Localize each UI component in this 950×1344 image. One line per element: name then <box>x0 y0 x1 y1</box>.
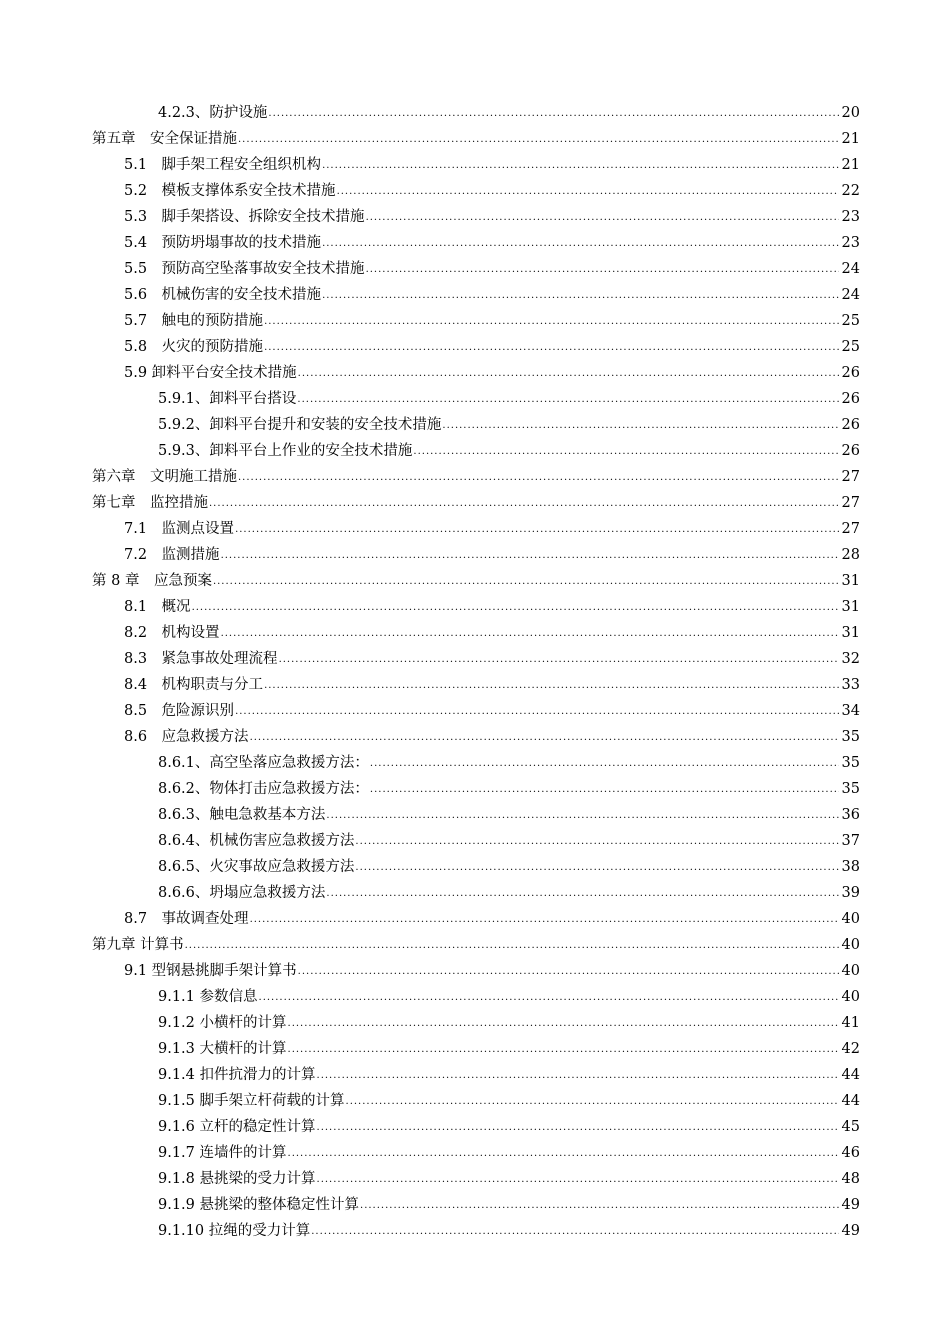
toc-entry-title: 8.6.3、触电急救基本方法 <box>158 807 326 823</box>
toc-entry-page-number: 26 <box>841 391 860 407</box>
toc-entry-page-number: 38 <box>841 859 860 875</box>
toc-entry-page-number: 27 <box>841 521 860 537</box>
toc-entry-title: 5.2 模板支撑体系安全技术措施 <box>124 183 336 199</box>
toc-entry[interactable] <box>0 360 950 386</box>
toc-entry[interactable] <box>0 802 950 828</box>
toc-entry-page-number: 24 <box>841 287 860 303</box>
toc-entry[interactable] <box>0 1166 950 1192</box>
toc-entry-title: 8.6.6、坍塌应急救援方法 <box>158 885 326 901</box>
toc-dot-leader <box>366 257 839 283</box>
toc-entry[interactable] <box>0 178 950 204</box>
toc-dot-leader <box>279 647 839 673</box>
toc-entry-title: 5.6 机械伤害的安全技术措施 <box>124 287 322 303</box>
toc-entry-title: 8.5 危险源识别 <box>124 703 235 719</box>
toc-dot-leader <box>370 777 839 803</box>
toc-entry[interactable] <box>0 516 950 542</box>
toc-dot-leader <box>250 725 839 751</box>
toc-entry[interactable] <box>0 594 950 620</box>
toc-entry-title: 5.9.3、卸料平台上作业的安全技术措施 <box>158 443 413 459</box>
toc-entry[interactable] <box>0 126 950 152</box>
toc-entry[interactable] <box>0 438 950 464</box>
toc-dot-leader <box>238 465 839 491</box>
toc-dot-leader <box>355 855 839 881</box>
toc-entry[interactable] <box>0 412 950 438</box>
toc-entry-title: 5.4 预防坍塌事故的技术措施 <box>124 235 322 251</box>
toc-dot-leader <box>322 231 839 257</box>
toc-dot-leader <box>221 543 839 569</box>
toc-dot-leader <box>346 1089 839 1115</box>
toc-dot-leader <box>322 283 839 309</box>
toc-dot-leader <box>326 803 839 829</box>
toc-entry[interactable] <box>0 828 950 854</box>
toc-entry[interactable] <box>0 230 950 256</box>
toc-entry-title: 9.1.8 悬挑梁的受力计算 <box>158 1171 316 1187</box>
toc-entry[interactable] <box>0 906 950 932</box>
toc-entry-page-number: 44 <box>841 1067 860 1083</box>
toc-dot-leader <box>413 439 839 465</box>
toc-entry-page-number: 27 <box>841 469 860 485</box>
toc-dot-leader <box>297 387 839 413</box>
toc-dot-leader <box>317 1063 839 1089</box>
toc-entry[interactable] <box>0 776 950 802</box>
toc-entry-title: 8.1 概况 <box>124 599 191 615</box>
toc-entry-title: 8.2 机构设置 <box>124 625 220 641</box>
toc-entry-page-number: 35 <box>841 729 860 745</box>
toc-entry-title: 9.1.3 大横杆的计算 <box>158 1041 287 1057</box>
toc-dot-leader <box>264 335 839 361</box>
toc-entry-title: 第五章 安全保证措施 <box>92 131 237 147</box>
toc-dot-leader <box>311 1219 839 1245</box>
table-of-contents <box>0 100 950 1244</box>
toc-entry[interactable] <box>0 334 950 360</box>
toc-entry[interactable] <box>0 568 950 594</box>
toc-entry[interactable] <box>0 932 950 958</box>
toc-entry-title: 9.1.6 立杆的稳定性计算 <box>158 1119 316 1135</box>
toc-entry-page-number: 40 <box>841 937 860 953</box>
toc-entry[interactable] <box>0 620 950 646</box>
toc-entry-title: 5.9 卸料平台安全技术措施 <box>124 365 297 381</box>
toc-entry-title: 9.1.10 拉绳的受力计算 <box>158 1223 311 1239</box>
toc-entry-page-number: 26 <box>841 365 860 381</box>
toc-entry[interactable] <box>0 542 950 568</box>
toc-entry[interactable] <box>0 750 950 776</box>
toc-entry-page-number: 28 <box>841 547 860 563</box>
toc-entry[interactable] <box>0 256 950 282</box>
toc-entry[interactable] <box>0 204 950 230</box>
toc-entry-title: 5.9.1、卸料平台搭设 <box>158 391 297 407</box>
toc-entry[interactable] <box>0 698 950 724</box>
toc-entry-page-number: 21 <box>841 157 860 173</box>
toc-entry-page-number: 34 <box>841 703 860 719</box>
toc-dot-leader <box>317 1115 839 1141</box>
toc-dot-leader <box>322 153 839 179</box>
toc-entry[interactable] <box>0 854 950 880</box>
toc-entry-page-number: 39 <box>841 885 860 901</box>
toc-entry-title: 5.7 触电的预防措施 <box>124 313 264 329</box>
toc-dot-leader <box>268 101 839 127</box>
toc-entry[interactable] <box>0 100 950 126</box>
toc-entry-title: 8.6.1、高空坠落应急救援方法： <box>158 755 369 771</box>
toc-entry[interactable] <box>0 490 950 516</box>
toc-dot-leader <box>288 1011 839 1037</box>
toc-entry-page-number: 49 <box>841 1197 860 1213</box>
toc-entry-title: 5.3 脚手架搭设、拆除安全技术措施 <box>124 209 365 225</box>
toc-dot-leader <box>288 1037 839 1063</box>
toc-entry-title: 5.8 火灾的预防措施 <box>124 339 264 355</box>
toc-entry[interactable] <box>0 984 950 1010</box>
toc-entry-title: 9.1.1 参数信息 <box>158 989 258 1005</box>
toc-entry-title: 7.2 监测措施 <box>124 547 220 563</box>
toc-entry-title: 9.1 型钢悬挑脚手架计算书 <box>124 963 297 979</box>
toc-entry-page-number: 44 <box>841 1093 860 1109</box>
toc-dot-leader <box>442 413 839 439</box>
toc-entry-page-number: 20 <box>841 105 860 121</box>
toc-dot-leader <box>326 881 839 907</box>
toc-dot-leader <box>250 907 839 933</box>
toc-entry-title: 8.4 机构职责与分工 <box>124 677 264 693</box>
toc-entry-page-number: 42 <box>841 1041 860 1057</box>
toc-entry[interactable] <box>0 1114 950 1140</box>
toc-entry-page-number: 24 <box>841 261 860 277</box>
toc-entry[interactable] <box>0 386 950 412</box>
toc-entry-page-number: 27 <box>841 495 860 511</box>
toc-entry[interactable] <box>0 1062 950 1088</box>
toc-dot-leader <box>264 673 839 699</box>
toc-entry-page-number: 23 <box>841 209 860 225</box>
toc-entry-title: 9.1.4 扣件抗滑力的计算 <box>158 1067 316 1083</box>
toc-entry-title: 8.3 紧急事故处理流程 <box>124 651 278 667</box>
toc-dot-leader <box>185 933 839 959</box>
toc-entry-page-number: 33 <box>841 677 860 693</box>
toc-entry[interactable] <box>0 880 950 906</box>
toc-entry-title: 9.1.5 脚手架立杆荷载的计算 <box>158 1093 345 1109</box>
toc-dot-leader <box>366 205 839 231</box>
toc-entry[interactable] <box>0 672 950 698</box>
toc-entry-title: 8.6.2、物体打击应急救援方法： <box>158 781 369 797</box>
toc-entry-page-number: 25 <box>841 313 860 329</box>
toc-entry-title: 8.7 事故调查处理 <box>124 911 249 927</box>
toc-dot-leader <box>355 829 839 855</box>
toc-dot-leader <box>298 959 839 985</box>
toc-entry-page-number: 46 <box>841 1145 860 1161</box>
toc-entry-title: 9.1.7 连墙件的计算 <box>158 1145 287 1161</box>
toc-entry-page-number: 22 <box>841 183 860 199</box>
toc-entry-page-number: 40 <box>841 989 860 1005</box>
toc-entry[interactable] <box>0 1010 950 1036</box>
toc-dot-leader <box>288 1141 839 1167</box>
toc-entry-page-number: 40 <box>841 963 860 979</box>
toc-entry-page-number: 35 <box>841 755 860 771</box>
toc-entry-page-number: 41 <box>841 1015 860 1031</box>
toc-entry-page-number: 31 <box>841 573 860 589</box>
toc-entry-page-number: 48 <box>841 1171 860 1187</box>
toc-entry-page-number: 49 <box>841 1223 860 1239</box>
toc-entry-title: 第 8 章 应急预案 <box>92 573 212 589</box>
toc-dot-leader <box>264 309 839 335</box>
toc-dot-leader <box>209 491 839 517</box>
toc-dot-leader <box>317 1167 839 1193</box>
toc-entry-page-number: 36 <box>841 807 860 823</box>
toc-dot-leader <box>235 517 839 543</box>
toc-entry-page-number: 26 <box>841 417 860 433</box>
toc-dot-leader <box>192 595 839 621</box>
toc-entry-title: 8.6.5、火灾事故应急救援方法 <box>158 859 355 875</box>
toc-entry-title: 8.6.4、机械伤害应急救援方法 <box>158 833 355 849</box>
toc-dot-leader <box>221 621 839 647</box>
toc-entry-title: 8.6 应急救援方法 <box>124 729 249 745</box>
toc-entry-title: 4.2.3、防护设施 <box>158 105 268 121</box>
toc-dot-leader <box>298 361 839 387</box>
toc-dot-leader <box>235 699 839 725</box>
toc-entry-title: 第九章 计算书 <box>92 937 184 953</box>
toc-dot-leader <box>337 179 839 205</box>
toc-entry[interactable] <box>0 152 950 178</box>
toc-entry-title: 7.1 监测点设置 <box>124 521 235 537</box>
toc-entry-title: 9.1.9 悬挑梁的整体稳定性计算 <box>158 1197 360 1213</box>
toc-entry[interactable] <box>0 282 950 308</box>
toc-entry[interactable] <box>0 1192 950 1218</box>
toc-dot-leader <box>259 985 839 1011</box>
toc-entry[interactable] <box>0 724 950 750</box>
toc-entry-title: 第七章 监控措施 <box>92 495 208 511</box>
toc-entry-page-number: 31 <box>841 625 860 641</box>
toc-entry[interactable] <box>0 464 950 490</box>
toc-dot-leader <box>360 1193 839 1219</box>
toc-entry-title: 9.1.2 小横杆的计算 <box>158 1015 287 1031</box>
toc-entry[interactable] <box>0 646 950 672</box>
toc-entry-page-number: 23 <box>841 235 860 251</box>
toc-entry-title: 5.9.2、卸料平台提升和安装的安全技术措施 <box>158 417 442 433</box>
toc-entry-page-number: 25 <box>841 339 860 355</box>
toc-entry-page-number: 26 <box>841 443 860 459</box>
toc-entry-page-number: 45 <box>841 1119 860 1135</box>
toc-dot-leader <box>370 751 839 777</box>
toc-dot-leader <box>213 569 839 595</box>
toc-entry-page-number: 37 <box>841 833 860 849</box>
toc-entry-title: 5.1 脚手架工程安全组织机构 <box>124 157 322 173</box>
toc-entry-page-number: 40 <box>841 911 860 927</box>
toc-entry-title: 第六章 文明施工措施 <box>92 469 237 485</box>
toc-entry-page-number: 21 <box>841 131 860 147</box>
toc-entry[interactable] <box>0 1140 950 1166</box>
toc-entry[interactable] <box>0 1036 950 1062</box>
toc-entry-page-number: 32 <box>841 651 860 667</box>
toc-dot-leader <box>238 127 839 153</box>
toc-entry[interactable] <box>0 958 950 984</box>
toc-entry-page-number: 35 <box>841 781 860 797</box>
toc-entry-page-number: 31 <box>841 599 860 615</box>
toc-entry[interactable] <box>0 1218 950 1244</box>
toc-entry[interactable] <box>0 308 950 334</box>
toc-entry[interactable] <box>0 1088 950 1114</box>
toc-entry-title: 5.5 预防高空坠落事故安全技术措施 <box>124 261 365 277</box>
